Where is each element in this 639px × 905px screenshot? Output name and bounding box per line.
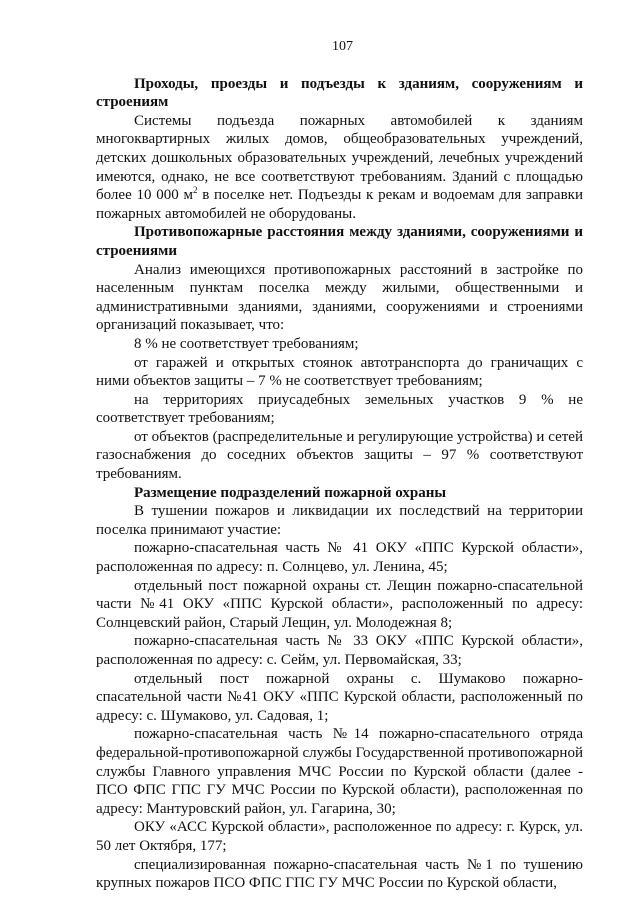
section-heading-access-roads: Проходы, проезды и подъезды к зданиям, сооружениям и строениям: [96, 75, 583, 111]
list-item-psch-41: пожарно-спасательная часть № 41 ОКУ «ППС Курской области», расположенная по адресу: п. Солнцево, ул. Ленина, 45;: [96, 540, 583, 576]
list-item-oku-ass: ОКУ «АСС Курской области», расположенное по адресу: г. Курск, ул. 50 лет Октября, 177;: [96, 819, 583, 854]
list-item-psch-33: пожарно-спасательная часть № 33 ОКУ «ППС Курской области», расположенная по адресу: с. Сейм, ул. Первомайская, 33;: [96, 633, 583, 668]
list-item-post-shumakovo: отдельный пост пожарной охраны с. Шумаково пожарно-спасательной части №41 ОКУ «ППС Курской области, расположенный по адресу: с. Шумаково, ул. Садовая, 1;: [96, 670, 583, 724]
paragraph-text-tail: в поселке нет. Подъезды к рекам и водоемам для заправки пожарных автомобилей не оборудованы.: [96, 187, 583, 222]
paragraph-8-percent: 8 % не соответствует требованиям;: [134, 335, 359, 352]
paragraph-gas-networks: от объектов (распределительные и регулирующие устройства) и сетей газоснабжения до соседних объектов защиты – 97 % соответствуют требованиям.: [96, 428, 583, 483]
paragraph-garages: от гаражей и открытых стоянок автотранспорта до граничащих с ними объектов защиты – 7 % не соответствует требованиям;: [96, 354, 583, 390]
paragraph-analysis: Анализ имеющихся противопожарных расстояний в застройке по населенным пунктам поселка между жилыми, общественными и административными зданиями, зданиями, сооружениями и строениями организаций показывает, что:: [96, 261, 583, 334]
paragraph-text: Системы подъезда пожарных автомобилей к зданиям многоквартирных жилых домов, общеобразовательных учреждений, детских дошкольных образовательных учреждений, лечебных учреждений имеются, однако, не все соответствуют требованиям. Зданий с площадью более 10 000 м: [96, 112, 583, 204]
paragraph-access-systems: [96, 112, 583, 224]
superscript-2: 2: [192, 185, 198, 196]
list-item-psch-14: пожарно-спасательная часть №14 пожарно-спасательного отряда федеральной-противопожарной службы Государственной противопожарной службы Главного управления МЧС России по Курской области (далее - ПСО ФПС ГПС ГУ МЧС России по Курской области), расположенная по адресу: Мантуровский район, ул. Гагарина, 30;: [96, 726, 583, 817]
section-heading-fire-units: Размещение подразделений пожарной охраны: [134, 484, 447, 501]
page-number: 107: [332, 39, 353, 54]
list-item-post-leshchin: отдельный пост пожарной охраны ст. Лещин пожарно-спасательной части №41 ОКУ «ППС Курской области», расположенный по адресу: Солнцевский район, Старый Лещин, ул. Молодежная 8;: [96, 577, 583, 631]
paragraph-household-plots: на территориях приусадебных земельных участков 9 % не соответствует требованиям;: [96, 391, 583, 427]
list-item-spsch-1: специализированная пожарно-спасательная часть №1 по тушению крупных пожаров ПСО ФПС ГПС ГУ МЧС России по Курской области,: [96, 856, 583, 892]
section-heading-fire-distances: Противопожарные расстояния между зданиями, сооружениями и строениями: [96, 224, 583, 259]
paragraph-participants: В тушении пожаров и ликвидации их последствий на территории поселка принимают участие:: [96, 503, 583, 538]
